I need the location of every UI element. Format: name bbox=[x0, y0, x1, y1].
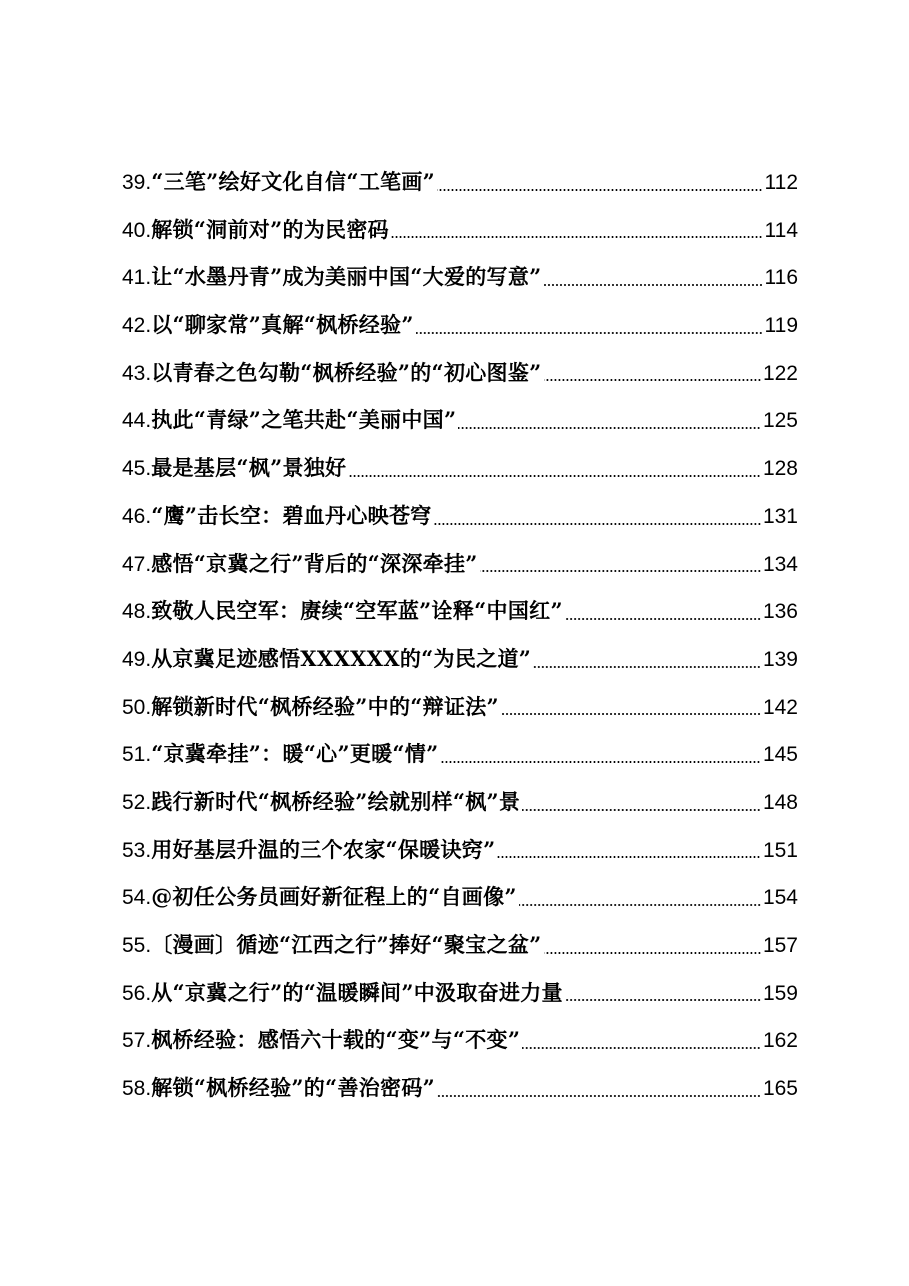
toc-entry-page-number: 128 bbox=[762, 457, 798, 481]
toc-entry-page-number: 159 bbox=[762, 981, 798, 1005]
toc-entry[interactable] bbox=[122, 826, 798, 874]
dot-leader bbox=[533, 666, 761, 668]
toc-entry[interactable] bbox=[122, 396, 798, 444]
toc-entry-page-number: 116 bbox=[764, 266, 798, 290]
dot-leader bbox=[501, 713, 761, 715]
toc-entry[interactable] bbox=[122, 540, 798, 588]
toc-entry-number: 48. bbox=[122, 600, 152, 624]
toc-entry[interactable] bbox=[122, 921, 798, 969]
toc-entry-number: 47. bbox=[122, 552, 152, 576]
toc-entry-number: 41. bbox=[122, 266, 152, 290]
toc-entry-title: “京冀牵挂”：暖“心”更暖“情” bbox=[151, 741, 439, 767]
toc-entry-title: 〔漫画〕循迹“江西之行”捧好“聚宝之盆” bbox=[151, 932, 542, 957]
toc-entry[interactable] bbox=[122, 492, 798, 540]
toc-entry[interactable] bbox=[122, 158, 798, 206]
dot-leader bbox=[522, 1047, 761, 1049]
toc-entry[interactable] bbox=[122, 778, 798, 826]
toc-entry-number: 40. bbox=[122, 218, 152, 242]
toc-entry-title: 枫桥经验：感悟六十载的“变”与“不变” bbox=[151, 1027, 521, 1053]
dot-leader bbox=[416, 332, 763, 334]
dot-leader bbox=[440, 761, 760, 763]
toc-entry[interactable] bbox=[122, 206, 798, 254]
toc-entry[interactable] bbox=[122, 1016, 798, 1064]
toc-entry[interactable] bbox=[122, 730, 798, 778]
toc-entry-number: 53. bbox=[122, 838, 152, 862]
toc-entry-page-number: 157 bbox=[762, 934, 798, 957]
toc-entry-number: 43. bbox=[122, 361, 152, 385]
toc-entry-number: 50. bbox=[122, 695, 152, 719]
toc-entry-number: 52. bbox=[122, 790, 152, 814]
toc-entry[interactable] bbox=[122, 635, 798, 683]
dot-leader bbox=[391, 236, 763, 238]
toc-entry-page-number: 112 bbox=[764, 171, 798, 194]
toc-entry-title: 解锁“枫桥经验”的“善治密码” bbox=[151, 1075, 436, 1101]
toc-entry-number: 54. bbox=[122, 886, 152, 910]
toc-entry[interactable] bbox=[122, 683, 798, 731]
toc-entry-page-number: 154 bbox=[762, 886, 798, 910]
toc-entry[interactable] bbox=[122, 349, 798, 397]
toc-entry-page-number: 125 bbox=[762, 409, 798, 433]
dot-leader bbox=[348, 475, 761, 477]
toc-entry[interactable] bbox=[122, 1064, 798, 1112]
toc-entry[interactable] bbox=[122, 253, 798, 301]
toc-entry[interactable] bbox=[122, 587, 798, 635]
toc-entry-number: 39. bbox=[122, 171, 152, 194]
toc-entry-title: 解锁“洞前对”的为民密码 bbox=[151, 216, 389, 242]
toc-entry-page-number: 145 bbox=[762, 743, 798, 767]
toc-entry-title: “三笔”绘好文化自信“工笔画” bbox=[151, 169, 436, 194]
dot-leader bbox=[544, 284, 763, 286]
toc-entry-page-number: 134 bbox=[762, 552, 798, 576]
dot-leader bbox=[544, 952, 761, 954]
toc-entry[interactable] bbox=[122, 301, 798, 349]
dot-leader bbox=[437, 1095, 761, 1097]
dot-leader bbox=[522, 809, 761, 811]
table-of-contents bbox=[122, 158, 798, 1112]
toc-entry-page-number: 122 bbox=[762, 361, 798, 385]
toc-entry-number: 57. bbox=[122, 1029, 152, 1053]
toc-entry-title: @初任公务员画好新征程上的“自画像” bbox=[151, 884, 517, 910]
toc-entry-title: “鹰”击长空：碧血丹心映苍穹 bbox=[151, 502, 432, 528]
toc-entry[interactable] bbox=[122, 873, 798, 921]
toc-entry-title: 用好基层升温的三个农家“保暖诀窍” bbox=[151, 836, 496, 862]
toc-entry-number: 49. bbox=[122, 647, 152, 671]
dot-leader bbox=[565, 618, 761, 620]
toc-entry-page-number: 114 bbox=[764, 218, 798, 242]
toc-entry-title: 解锁新时代“枫桥经验”中的“辩证法” bbox=[151, 693, 499, 719]
toc-entry-title: 让“水墨丹青”成为美丽中国“大爱的写意” bbox=[151, 264, 542, 290]
toc-entry-page-number: 142 bbox=[762, 695, 798, 719]
toc-entry-page-number: 148 bbox=[762, 790, 798, 814]
toc-entry-number: 58. bbox=[122, 1077, 152, 1101]
toc-entry-title: 执此“青绿”之笔共赴“美丽中国” bbox=[151, 407, 457, 433]
dot-leader bbox=[480, 570, 761, 572]
toc-entry-title: 最是基层“枫”景独好 bbox=[151, 455, 347, 481]
toc-entry-page-number: 139 bbox=[762, 647, 798, 671]
toc-entry-page-number: 165 bbox=[762, 1077, 798, 1101]
toc-entry-number: 45. bbox=[122, 457, 152, 481]
toc-entry-page-number: 151 bbox=[762, 838, 798, 862]
dot-leader bbox=[544, 379, 761, 381]
toc-entry-page-number: 119 bbox=[764, 314, 798, 338]
toc-entry-page-number: 136 bbox=[762, 600, 798, 624]
dot-leader bbox=[519, 904, 761, 906]
toc-entry-page-number: 131 bbox=[762, 504, 798, 528]
dot-leader bbox=[458, 427, 761, 429]
toc-entry-title: 以“聊家常”真解“枫桥经验” bbox=[151, 312, 414, 338]
toc-entry-title: 从“京冀之行”的“温暖瞬间”中汲取奋进力量 bbox=[151, 979, 563, 1005]
dot-leader bbox=[437, 189, 762, 191]
toc-entry-page-number: 162 bbox=[762, 1029, 798, 1053]
dot-leader bbox=[565, 999, 761, 1001]
toc-entry[interactable] bbox=[122, 444, 798, 492]
toc-entry-number: 51. bbox=[122, 743, 152, 767]
toc-entry-title: 以青春之色勾勒“枫桥经验”的“初心图鉴” bbox=[151, 359, 542, 385]
toc-entry-number: 42. bbox=[122, 314, 152, 338]
dot-leader bbox=[497, 856, 760, 858]
dot-leader bbox=[434, 523, 761, 525]
toc-entry-number: 55. bbox=[122, 934, 152, 957]
toc-entry-number: 56. bbox=[122, 981, 152, 1005]
toc-entry-number: 44. bbox=[122, 409, 152, 433]
toc-entry-title: 致敬人民空军：赓续“空军蓝”诠释“中国红” bbox=[151, 598, 563, 624]
toc-entry-title: 感悟“京冀之行”背后的“深深牵挂” bbox=[151, 550, 478, 576]
toc-entry-number: 46. bbox=[122, 504, 152, 528]
toc-entry-title: 践行新时代“枫桥经验”绘就别样“枫”景 bbox=[151, 788, 521, 814]
toc-entry-title: 从京冀足迹感悟XXXXXX的“为民之道” bbox=[151, 645, 532, 671]
toc-entry[interactable] bbox=[122, 969, 798, 1017]
